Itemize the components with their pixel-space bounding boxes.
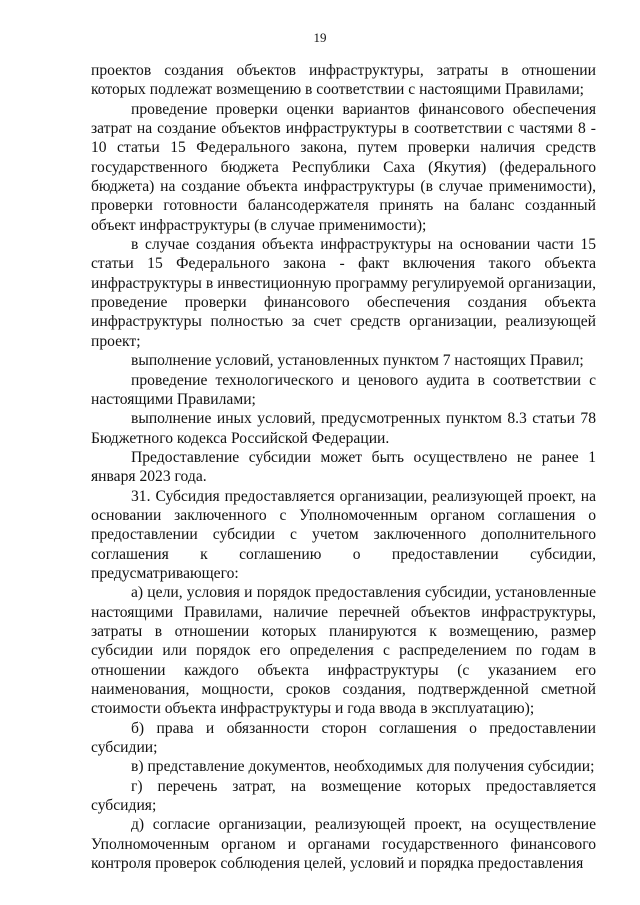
paragraph-budget-code: выполнение иных условий, предусмотренных пунктом 8.3 статьи 78 Бюджетного кодекса Российской Федерации. [91, 410, 596, 447]
paragraph-continuation: проектов создания объектов инфраструктуры, затраты в отношении которых подлежат возмещению в соответствии с настоящими Правилами; [91, 62, 596, 99]
paragraph-subsidy-date: Предоставление субсидии может быть осуществлено не ранее 1 января 2023 года. [91, 448, 596, 486]
paragraph-financing-check: проведение проверки оценки вариантов финансового обеспечения затрат на создание объектов инфраструктуры в соответствии с частями 8 - 10 статьи 15 Федерального закона, путем проверки наличия средств государственного бюджета Республики Саха (Якутия) (федерального бюджета) на создание объекта инфраструктуры (в случае применимости), проверки готовности балансодержателя принять на баланс созданный объект инфраструктуры (в случае применимости); [91, 100, 596, 234]
paragraph-investment-program: в случае создания объекта инфраструктуры на основании части 15 статьи 15 Федерального закона - факт включения такого объекта инфраструктуры в инвестиционную программу регулируемой организации, проведение проверки финансового обеспечения создания объекта инфраструктуры полностью за счет средств организации, реализующей проект; [91, 236, 596, 350]
paragraph-item-31: 31. Субсидия предоставляется организации, реализующей проект, на основании заключенного с Уполномоченным органом соглашения о предоставлении субсидии с учетом заключенного дополнительного соглашения к соглашению о предоставлении субсидии, предусматривающего: [91, 487, 596, 582]
paragraph-item-g: г) перечень затрат, на возмещение которых предоставляется субсидия; [91, 777, 596, 815]
paragraph-item-a: а) цели, условия и порядок предоставления субсидии, установленные настоящими Правилами, наличие перечней объектов инфраструктуры, затраты в отношении которых планируются к возмещению, размер субсидии или порядок его определения с распределением по годам в отношении каждого объекта инфраструктуры (с указанием его наименования, мощности, сроков создания, подтвержденной сметной стоимости объекта инфраструктуры и года ввода в эксплуатацию); [91, 584, 596, 718]
paragraph-item-b: б) права и обязанности сторон соглашения о предоставлении субсидии; [91, 719, 596, 757]
paragraph-audit: проведение технологического и ценового аудита в соответствии с настоящими Правилами; [91, 371, 596, 408]
page-number: 19 [313, 30, 327, 45]
paragraph-conditions-p7: выполнение условий, установленных пунктом 7 настоящих Правил; [131, 352, 584, 370]
paragraph-item-d: д) согласие организации, реализующей проект, на осуществление Уполномоченным органом и органами государственного финансового контроля проверок соблюдения целей, условий и порядка предоставления [91, 816, 596, 873]
document-body [91, 61, 596, 873]
paragraph-item-v: в) представление документов, необходимых для получения субсидии; [131, 758, 595, 776]
